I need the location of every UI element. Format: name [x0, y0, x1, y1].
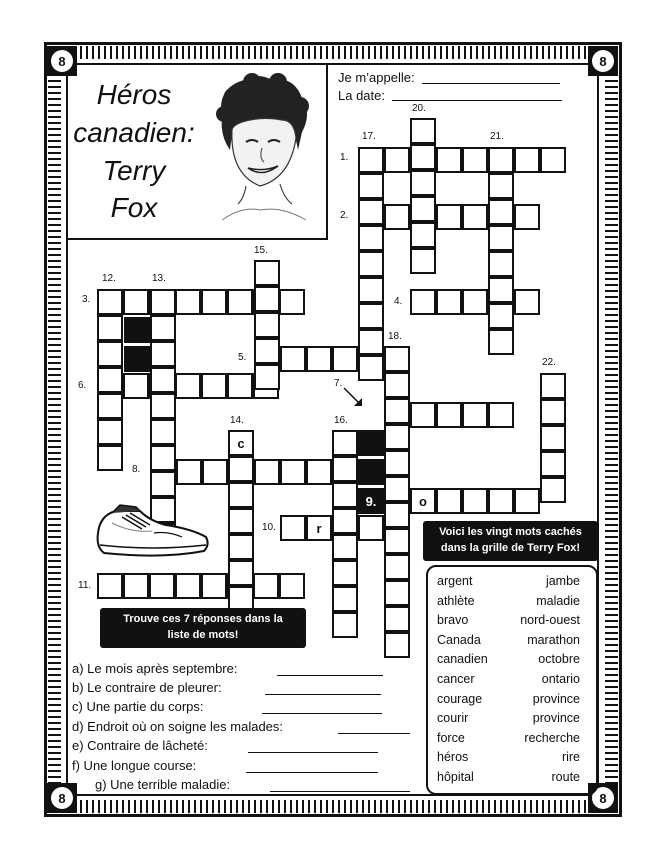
find-answers-banner — [100, 608, 306, 648]
crossword-cell[interactable] — [227, 289, 253, 315]
word-list-item: route — [551, 770, 580, 784]
crossword-cell[interactable] — [410, 118, 436, 144]
crossword-cell[interactable] — [97, 445, 123, 471]
crossword-cell[interactable] — [202, 459, 228, 485]
crossword-cell-hint[interactable]: r — [306, 515, 332, 541]
clue-number: 3. — [82, 294, 91, 305]
crossword-cell[interactable] — [358, 329, 384, 355]
crossword-cell[interactable] — [384, 554, 410, 580]
crossword-cell[interactable] — [436, 147, 462, 173]
page-title — [72, 76, 196, 227]
crossword-cell[interactable] — [201, 289, 227, 315]
crossword-cell[interactable] — [540, 399, 566, 425]
crossword-cell[interactable] — [462, 204, 488, 230]
crossword-cell[interactable] — [97, 367, 123, 393]
crossword-cell[interactable] — [540, 477, 566, 503]
clue-number: 22. — [542, 357, 556, 368]
crossword-cell[interactable] — [462, 402, 488, 428]
crossword-cell[interactable] — [436, 402, 462, 428]
title-line-1: Héros — [96, 79, 172, 110]
clue-number: 17. — [362, 131, 376, 142]
clue-number: 5. — [238, 352, 247, 363]
crossword-cell[interactable] — [540, 373, 566, 399]
hidden-words-text: Voici les vingt mots cachés dans la grille de Terry Fox! — [439, 526, 582, 554]
crossword-cell[interactable] — [462, 488, 488, 514]
crossword-cell[interactable] — [228, 560, 254, 586]
clue-number: 2. — [340, 210, 349, 221]
question-e: e) Contraire de lâcheté: — [72, 738, 208, 753]
crossword-cell[interactable] — [410, 289, 436, 315]
date-label: La date: — [338, 88, 385, 103]
crossword-cell[interactable] — [540, 425, 566, 451]
clue-number: 14. — [230, 415, 244, 426]
page-number: 8 — [592, 787, 614, 809]
word-list-item: bravo — [437, 613, 469, 628]
word-list-item: Canada — [437, 632, 481, 647]
page-number: 8 — [592, 50, 614, 72]
hidden-words-banner — [423, 521, 598, 561]
corner-top-right — [588, 46, 618, 76]
clue-number: 16. — [334, 415, 348, 426]
crossword-cell[interactable] — [150, 445, 176, 471]
crossword-cell[interactable] — [228, 508, 254, 534]
crossword-cell[interactable] — [228, 534, 254, 560]
bottom-border-strip — [74, 800, 592, 813]
question-c: c) Une partie du corps: — [72, 699, 204, 714]
word-list-item: hôpital — [437, 770, 474, 784]
crossword-cell-hint[interactable]: c — [228, 430, 254, 456]
crossword-cell[interactable] — [514, 204, 540, 230]
crossword-cell[interactable] — [123, 289, 149, 315]
answer-line[interactable] — [338, 733, 410, 734]
crossword-black-cell — [124, 346, 150, 372]
crossword-cell[interactable] — [332, 508, 358, 534]
crossword-cell[interactable] — [384, 398, 410, 424]
crossword-cell[interactable] — [384, 476, 410, 502]
crossword-cell[interactable] — [358, 147, 384, 173]
name-label: Je m’appelle: — [338, 70, 415, 85]
crossword-cell[interactable] — [279, 573, 305, 599]
word-list-item: province — [532, 691, 580, 706]
find-answers-text: Trouve ces 7 réponses dans la liste de mots! — [123, 613, 283, 641]
word-list-item: nord-ouest — [520, 613, 580, 628]
clue-7-arrow — [340, 384, 370, 414]
crossword-cell[interactable] — [384, 346, 410, 372]
crossword-cell[interactable] — [358, 277, 384, 303]
crossword-cell[interactable] — [488, 277, 514, 303]
crossword-black-cell: 9. — [358, 488, 384, 514]
crossword-cell[interactable] — [384, 424, 410, 450]
crossword-cell[interactable] — [410, 144, 436, 170]
question-a: a) Le mois après septembre: — [72, 661, 238, 676]
crossword-cell[interactable] — [254, 260, 280, 286]
title-line-2: canadien: — [73, 116, 195, 148]
page-number: 8 — [51, 787, 73, 809]
crossword-cell[interactable] — [384, 450, 410, 476]
crossword-cell[interactable] — [410, 222, 436, 248]
crossword-cell[interactable] — [488, 147, 514, 173]
crossword-cell[interactable] — [384, 528, 410, 554]
word-list-item: canadien — [437, 652, 488, 667]
crossword-cell[interactable] — [384, 606, 410, 632]
answer-line[interactable] — [277, 675, 383, 676]
question-d: d) Endroit où on soigne les malades: — [72, 719, 284, 734]
crossword-black-cell — [358, 459, 384, 485]
crossword-cell[interactable] — [462, 289, 488, 315]
crossword-cell[interactable] — [332, 586, 358, 612]
crossword-cell[interactable] — [175, 373, 201, 399]
crossword-cell[interactable] — [436, 204, 462, 230]
question-g: g) Une terrible maladie: — [95, 777, 231, 792]
clue-number: 8. — [132, 464, 141, 475]
clue-number: 20. — [412, 103, 426, 114]
crossword-cell[interactable] — [384, 372, 410, 398]
crossword-cell[interactable] — [358, 355, 384, 381]
page-number: 8 — [51, 50, 73, 72]
clue-number: 13. — [152, 273, 166, 284]
crossword-cell[interactable] — [488, 173, 514, 199]
answer-line[interactable] — [270, 791, 410, 792]
crossword-cell[interactable] — [540, 451, 566, 477]
name-input-line[interactable] — [422, 83, 560, 84]
crossword-cell[interactable] — [150, 341, 176, 367]
crossword-cell[interactable] — [514, 289, 540, 315]
word-list-item: jambe — [545, 574, 580, 588]
crossword-cell[interactable] — [150, 393, 176, 419]
crossword-cell[interactable] — [332, 346, 358, 372]
crossword-cell[interactable] — [488, 199, 514, 225]
crossword-cell[interactable] — [201, 373, 227, 399]
crossword-cell[interactable] — [97, 289, 123, 315]
crossword-cell[interactable] — [175, 289, 201, 315]
crossword-cell[interactable] — [358, 199, 384, 225]
clue-number: 1. — [340, 152, 349, 163]
word-list-item: province — [532, 711, 580, 726]
crossword-cell[interactable] — [358, 225, 384, 251]
question-f: f) Une longue course: — [72, 758, 197, 773]
crossword-cell[interactable] — [149, 573, 175, 599]
answer-line[interactable] — [246, 772, 378, 773]
crossword-cell[interactable] — [123, 573, 149, 599]
word-list-item: marathon — [527, 632, 580, 647]
crossword-cell[interactable] — [280, 459, 306, 485]
crossword-cell[interactable] — [254, 286, 280, 312]
crossword-cell[interactable] — [332, 430, 358, 456]
crossword-cell[interactable] — [254, 459, 280, 485]
word-list-item: courir — [437, 711, 469, 726]
crossword-cell[interactable] — [384, 204, 410, 230]
crossword-cell[interactable] — [175, 573, 201, 599]
crossword-cell[interactable] — [150, 289, 176, 315]
clue-number: 18. — [388, 331, 402, 342]
clue-number: 12. — [102, 273, 116, 284]
crossword-cell[interactable] — [332, 612, 358, 638]
word-list-item: maladie — [536, 593, 580, 608]
crossword-cell[interactable] — [332, 534, 358, 560]
crossword-cell[interactable] — [150, 367, 176, 393]
crossword-cell[interactable] — [488, 251, 514, 277]
crossword-cell[interactable] — [514, 147, 540, 173]
crossword-cell[interactable] — [410, 170, 436, 196]
crossword-cell[interactable] — [410, 402, 436, 428]
crossword-cell[interactable] — [150, 419, 176, 445]
crossword-cell[interactable] — [514, 488, 540, 514]
date-input-line[interactable] — [392, 100, 562, 101]
terry-fox-portrait — [202, 70, 322, 232]
crossword-black-cell — [124, 317, 150, 343]
title-line-4: Fox — [110, 192, 158, 224]
word-list-item: athlète — [437, 593, 475, 608]
crossword-cell[interactable] — [384, 147, 410, 173]
crossword-cell[interactable] — [228, 482, 254, 508]
crossword-cell[interactable] — [97, 419, 123, 445]
crossword-cell[interactable] — [358, 251, 384, 277]
corner-bottom-left — [47, 783, 77, 813]
crossword-cell[interactable] — [384, 632, 410, 658]
crossword-cell[interactable] — [279, 289, 305, 315]
crossword-cell[interactable] — [436, 289, 462, 315]
crossword-black-cell — [358, 430, 384, 456]
crossword-cell[interactable] — [332, 456, 358, 482]
crossword-cell[interactable] — [358, 515, 384, 541]
word-list-item: courage — [437, 691, 483, 706]
crossword-cell[interactable] — [488, 488, 514, 514]
answer-line[interactable] — [248, 752, 378, 753]
word-list-item: ontario — [541, 672, 580, 686]
crossword-cell[interactable] — [176, 459, 202, 485]
word-list-item: héros — [437, 750, 469, 765]
crossword-cell[interactable] — [332, 560, 358, 586]
answer-line[interactable] — [262, 713, 382, 714]
crossword-cell[interactable] — [228, 456, 254, 482]
crossword-cell[interactable] — [280, 346, 306, 372]
crossword-cell[interactable] — [540, 147, 566, 173]
answer-line[interactable] — [265, 694, 381, 695]
crossword-cell[interactable] — [358, 173, 384, 199]
clue-number: 21. — [490, 131, 504, 142]
left-border-strip — [48, 72, 61, 790]
crossword-cell[interactable] — [201, 573, 227, 599]
crossword-cell[interactable] — [358, 303, 384, 329]
word-list-item: argent — [437, 574, 473, 588]
crossword-cell[interactable] — [488, 225, 514, 251]
crossword-cell[interactable] — [384, 502, 410, 528]
crossword-cell[interactable] — [488, 402, 514, 428]
clue-number: 15. — [254, 245, 268, 256]
crossword-cell[interactable] — [306, 459, 332, 485]
question-b: b) Le contraire de pleurer: — [72, 680, 222, 695]
word-list-item: force — [437, 730, 465, 745]
clue-number: 11. — [78, 580, 92, 591]
crossword-cell[interactable] — [97, 573, 123, 599]
crossword-cell[interactable] — [253, 573, 279, 599]
crossword-cell[interactable] — [410, 196, 436, 222]
word-list-item: rire — [561, 750, 580, 765]
crossword-cell[interactable] — [306, 346, 332, 372]
crossword-cell[interactable] — [488, 303, 514, 329]
clue-number: 4. — [394, 296, 403, 307]
word-list-item: cancer — [437, 672, 475, 686]
clue-number: 7. — [334, 378, 343, 389]
crossword-cell[interactable] — [332, 482, 358, 508]
crossword-cell[interactable] — [97, 393, 123, 419]
crossword-cell[interactable] — [384, 580, 410, 606]
right-border-strip — [605, 72, 618, 790]
crossword-cell[interactable] — [436, 488, 462, 514]
title-line-3: Terry — [102, 154, 166, 186]
top-border-strip — [74, 46, 592, 59]
crossword-cell[interactable] — [488, 329, 514, 355]
crossword-cell[interactable] — [97, 341, 123, 367]
sneaker-illustration — [92, 503, 214, 563]
crossword-cell[interactable] — [97, 315, 123, 341]
crossword-cell[interactable] — [150, 315, 176, 341]
clue-number: 10. — [262, 522, 276, 533]
crossword-cell[interactable] — [254, 338, 280, 364]
crossword-cell[interactable] — [254, 312, 280, 338]
word-list-item: octobre — [538, 652, 580, 667]
crossword-cell[interactable] — [410, 248, 436, 274]
crossword-cell[interactable] — [150, 471, 176, 497]
crossword-cell[interactable] — [123, 373, 149, 399]
crossword-cell[interactable] — [254, 364, 280, 390]
crossword-cell[interactable] — [462, 147, 488, 173]
crossword-cell[interactable] — [227, 373, 253, 399]
word-list-item: recherche — [524, 730, 580, 745]
crossword-cell-hint[interactable]: o — [410, 488, 436, 514]
crossword-cell[interactable] — [280, 515, 306, 541]
clue-number: 6. — [78, 380, 87, 391]
